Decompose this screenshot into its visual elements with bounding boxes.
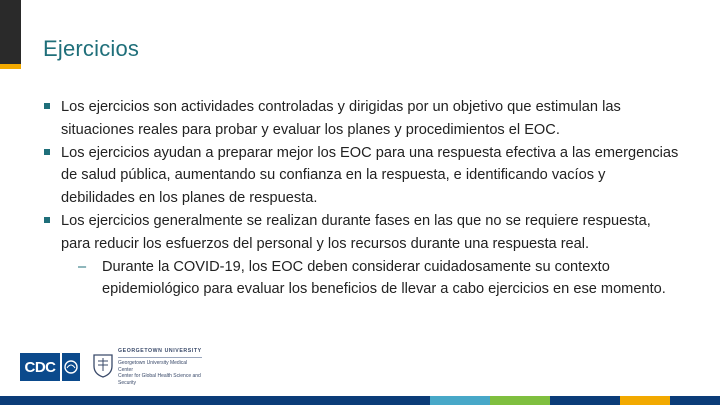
square-bullet-icon: [44, 217, 50, 223]
georgetown-seal-icon: [92, 352, 114, 383]
dash-bullet-icon: –: [78, 258, 87, 275]
bullet-text: Los ejercicios generalmente se realizan durante fases en las que no se requiere respuesta, para reducir los esfuerzos del personal y los recursos durante una respuesta real.: [61, 212, 651, 252]
footer-segment: [120, 396, 430, 405]
georgetown-line-2: Center for Global Health Science and Security: [118, 373, 201, 386]
logo-strip: [20, 347, 202, 386]
bullet-text: Los ejercicios ayudan a preparar mejor los EOC para una respuesta efectiva a las emergencias de salud pública, aumentando su confianza en la respuesta, e identificando vacíos y debilidades en los planes de respuesta.: [61, 144, 679, 207]
sub-bullet-item: [42, 256, 682, 302]
slide-title: Ejercicios: [43, 36, 140, 61]
slide-body: [42, 96, 682, 301]
square-bullet-icon: [44, 149, 50, 155]
cdc-logo: CDC: [20, 353, 60, 381]
footer-segment: [670, 396, 720, 405]
bullet-item: [42, 142, 682, 210]
georgetown-line-1: Georgetown University Medical Center: [118, 360, 188, 373]
sub-bullet-text: Durante la COVID-19, los EOC deben considerar cuidadosamente su contexto epidemiológico para evaluar los beneficios de llevar a cabo ejercicios en ese momento.: [102, 258, 666, 298]
bullet-item: [42, 210, 682, 256]
footer-segment: [430, 396, 490, 405]
left-accent-gold-bar: [0, 64, 21, 69]
left-accent-bar: [0, 0, 21, 64]
georgetown-header: GEORGETOWN UNIVERSITY: [118, 347, 202, 354]
footer-segment: [550, 396, 620, 405]
footer-segment: [490, 396, 550, 405]
hhs-seal-icon: [62, 353, 80, 381]
footer-segment: [0, 396, 120, 405]
square-bullet-icon: [44, 103, 50, 109]
bullet-item: [42, 96, 682, 142]
footer-segment: [620, 396, 670, 405]
divider: [118, 357, 202, 358]
bullet-text: Los ejercicios son actividades controladas y dirigidas por un objetivo que estimulan las situaciones reales para probar y evaluar los planes y procedimientos el EOC.: [61, 99, 621, 138]
footer-color-bar: [0, 396, 720, 405]
georgetown-wordmark: [118, 348, 202, 386]
